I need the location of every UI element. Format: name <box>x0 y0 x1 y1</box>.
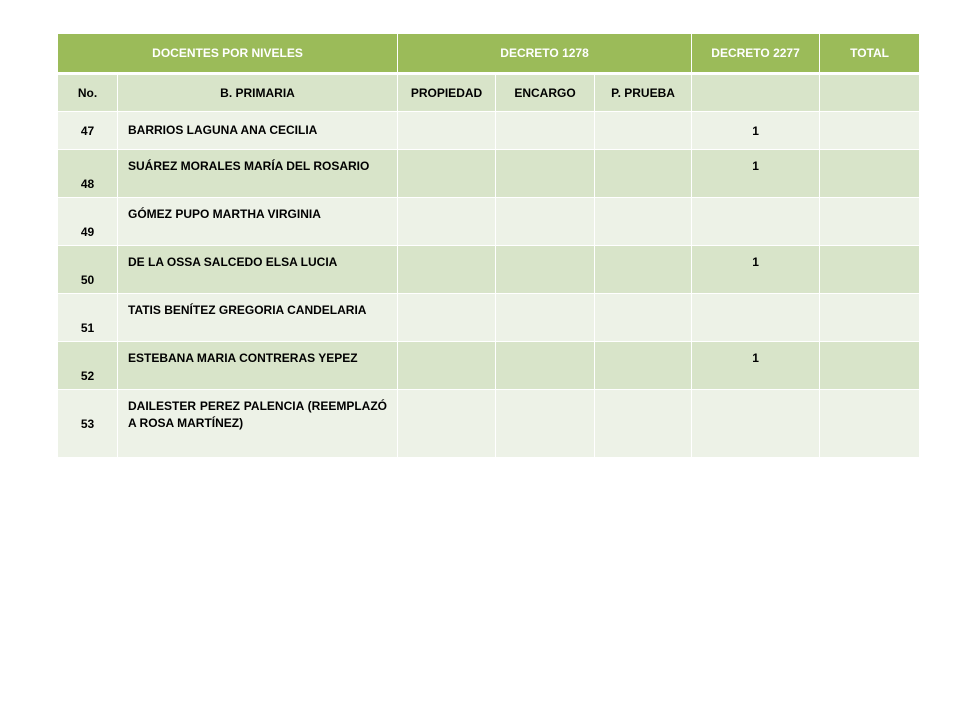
cell-decreto-2277 <box>692 390 820 458</box>
cell-propiedad <box>398 294 496 342</box>
cell-p-prueba <box>595 390 692 458</box>
cell-p-prueba <box>595 198 692 246</box>
subheader-row <box>58 74 920 112</box>
header-row <box>58 34 920 74</box>
cell-total <box>820 198 920 246</box>
cell-propiedad <box>398 198 496 246</box>
cell-total <box>820 342 920 390</box>
row-number: 48 <box>58 150 118 198</box>
teacher-name: DE LA OSSA SALCEDO ELSA LUCIA <box>118 246 398 294</box>
cell-decreto-2277 <box>692 198 820 246</box>
header-total: TOTAL <box>820 34 920 74</box>
table-row <box>58 390 920 458</box>
cell-encargo <box>496 294 595 342</box>
cell-encargo <box>496 198 595 246</box>
cell-propiedad <box>398 246 496 294</box>
cell-p-prueba <box>595 246 692 294</box>
row-number: 47 <box>58 112 118 150</box>
cell-propiedad <box>398 150 496 198</box>
cell-decreto-2277 <box>692 294 820 342</box>
cell-propiedad <box>398 342 496 390</box>
cell-encargo <box>496 246 595 294</box>
table-row <box>58 198 920 246</box>
teacher-name: GÓMEZ PUPO MARTHA VIRGINIA <box>118 198 398 246</box>
subheader-empty-cell <box>820 74 920 112</box>
cell-p-prueba <box>595 150 692 198</box>
teacher-name: DAILESTER PEREZ PALENCIA (REEMPLAZÓ A ROSA MARTÍNEZ) <box>118 390 398 458</box>
row-number: 52 <box>58 342 118 390</box>
cell-decreto-2277: 1 <box>692 112 820 150</box>
table-row <box>58 112 920 150</box>
cell-total <box>820 390 920 458</box>
cell-total <box>820 112 920 150</box>
header-decreto-1278: DECRETO 1278 <box>398 34 692 74</box>
cell-total <box>820 150 920 198</box>
teacher-name: SUÁREZ MORALES MARÍA DEL ROSARIO <box>118 150 398 198</box>
table-row <box>58 150 920 198</box>
table-row <box>58 294 920 342</box>
subheader-p-prueba: P. PRUEBA <box>595 74 692 112</box>
header-docentes-por-niveles: DOCENTES POR NIVELES <box>58 34 398 74</box>
header-decreto-2277: DECRETO 2277 <box>692 34 820 74</box>
cell-encargo <box>496 112 595 150</box>
table-row <box>58 246 920 294</box>
row-number: 51 <box>58 294 118 342</box>
cell-propiedad <box>398 390 496 458</box>
subheader-propiedad: PROPIEDAD <box>398 74 496 112</box>
teacher-name: ESTEBANA MARIA CONTRERAS YEPEZ <box>118 342 398 390</box>
subheader-b-primaria: B. PRIMARIA <box>118 74 398 112</box>
cell-total <box>820 294 920 342</box>
teacher-name: TATIS BENÍTEZ GREGORIA CANDELARIA <box>118 294 398 342</box>
cell-p-prueba <box>595 294 692 342</box>
subheader-no: No. <box>58 74 118 112</box>
table-row <box>58 342 920 390</box>
docentes-table <box>57 33 920 458</box>
row-number: 49 <box>58 198 118 246</box>
teacher-name: BARRIOS LAGUNA ANA CECILIA <box>118 112 398 150</box>
subheader-encargo: ENCARGO <box>496 74 595 112</box>
cell-decreto-2277: 1 <box>692 150 820 198</box>
row-number: 50 <box>58 246 118 294</box>
cell-encargo <box>496 390 595 458</box>
cell-decreto-2277: 1 <box>692 342 820 390</box>
row-number: 53 <box>58 390 118 458</box>
cell-total <box>820 246 920 294</box>
cell-p-prueba <box>595 112 692 150</box>
cell-decreto-2277: 1 <box>692 246 820 294</box>
cell-propiedad <box>398 112 496 150</box>
cell-encargo <box>496 342 595 390</box>
subheader-empty-cell <box>692 74 820 112</box>
cell-encargo <box>496 150 595 198</box>
cell-p-prueba <box>595 342 692 390</box>
